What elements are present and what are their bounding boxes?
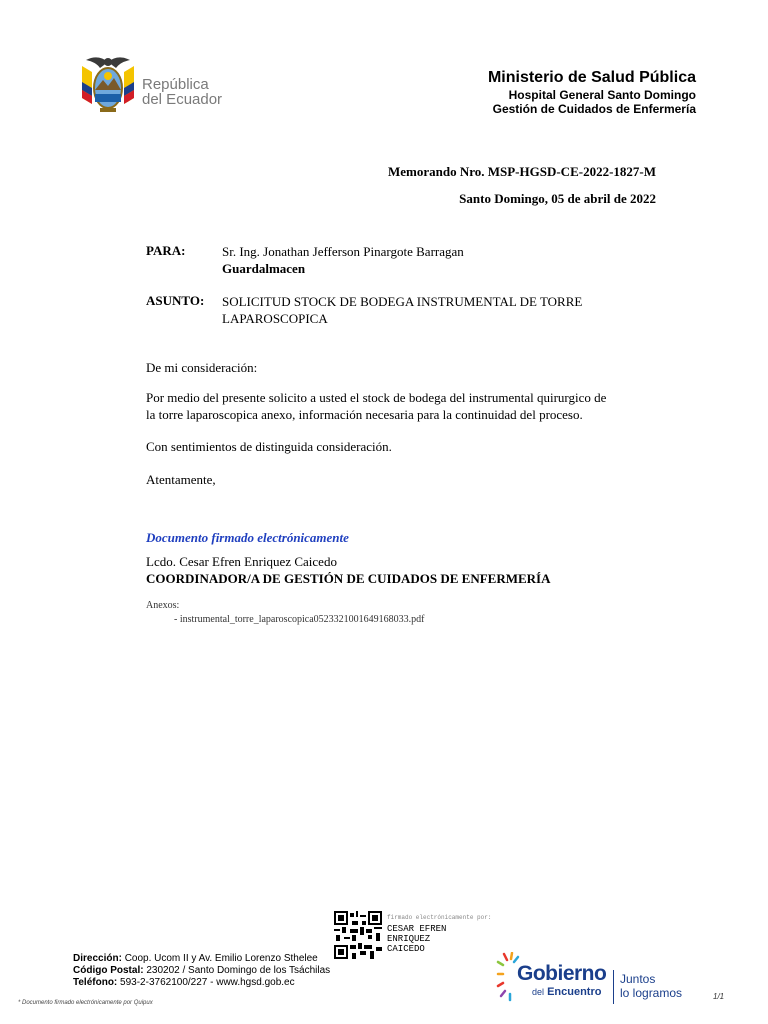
address-value: Coop. Ucom II y Av. Emilio Lorenzo Sthelee <box>124 953 318 964</box>
department-name: Gestión de Cuidados de Enfermería <box>492 102 696 116</box>
body-paragraph-line1: Por medio del presente solicito a usted el stock de bodega del instrumental quirurgico de <box>146 390 607 405</box>
asunto-label: ASUNTO: <box>146 293 205 308</box>
recipient-name: Sr. Ing. Jonathan Jefferson Pinargote Barragan <box>222 244 464 259</box>
ministry-heading <box>488 68 696 116</box>
subject-block <box>222 293 582 327</box>
country-line1: República <box>142 76 209 93</box>
qr-name-line2: ENRIQUEZ <box>387 934 431 944</box>
slogan-line1: Juntos <box>620 972 656 986</box>
postal-label: Código Postal: <box>73 965 144 976</box>
body-paragraph-line2: la torre laparoscopica anexo, información necesaria para la continuidad del proceso. <box>146 407 583 422</box>
subject-line1: SOLICITUD STOCK DE BODEGA INSTRUMENTAL DE TORRE <box>222 294 583 309</box>
gobierno-divider <box>613 970 614 1004</box>
qr-code-icon <box>334 911 382 959</box>
regards: Atentamente, <box>146 472 216 487</box>
qr-name-line1: CESAR EFREN <box>387 924 447 934</box>
address-label: Dirección: <box>73 953 122 964</box>
quipux-note: * Documento firmado electrónicamente por Quipux <box>18 1000 153 1006</box>
memo-number: Memorando Nro. MSP-HGSD-CE-2022-1827-M <box>387 164 656 179</box>
country-name <box>142 77 222 107</box>
recipient-role: Guardalmacen <box>222 261 306 276</box>
greeting: De mi consideración: <box>146 360 258 375</box>
country-line2: del Ecuador <box>142 91 223 108</box>
qr-name-line3: CAICEDO <box>387 944 425 954</box>
gobierno-subtitle <box>532 986 601 998</box>
postal-value: 230202 / Santo Domingo de los Tsáchilas <box>146 965 331 976</box>
footer-contact <box>73 953 330 989</box>
page-number: 1/1 <box>713 992 725 1001</box>
signer-block <box>146 553 551 587</box>
annex-label: Anexos: <box>146 600 180 611</box>
qr-signed-by-label: firmado electrónicamente por: <box>387 914 492 921</box>
para-label: PARA: <box>146 243 186 258</box>
signed-electronically-label: Documento firmado electrónicamente <box>146 530 349 545</box>
gobierno-word: Gobierno <box>517 962 607 985</box>
memo-date: Santo Domingo, 05 de abril de 2022 <box>459 191 656 206</box>
gobierno-sub-encuentro: Encuentro <box>547 986 602 998</box>
signer-title: COORDINADOR/A DE GESTIÓN DE CUIDADOS DE ENFERMERÍA <box>146 571 551 586</box>
phone-label: Teléfono: <box>73 977 118 988</box>
closing: Con sentimientos de distinguida consideración. <box>146 439 392 454</box>
annex-block <box>146 599 425 627</box>
slogan-line2: lo logramos <box>620 986 683 1000</box>
recipient-block <box>222 243 464 277</box>
gobierno-slogan <box>620 972 682 1000</box>
gobierno-sub-del: del <box>532 987 545 997</box>
hospital-name: Hospital General Santo Domingo <box>508 88 696 102</box>
annex-file-link[interactable]: - instrumental_torre_laparoscopica0523321001649168033.pdf <box>174 614 425 625</box>
signer-name: Lcdo. Cesar Efren Enriquez Caicedo <box>146 554 337 569</box>
qr-signer-name <box>387 924 446 954</box>
subject-line2: LAPAROSCOPICA <box>222 311 328 326</box>
phone-value: 593-2-3762100/227 - www.hgsd.gob.ec <box>120 977 295 988</box>
body-paragraph <box>146 389 662 423</box>
ministry-name: Ministerio de Salud Pública <box>487 69 696 86</box>
